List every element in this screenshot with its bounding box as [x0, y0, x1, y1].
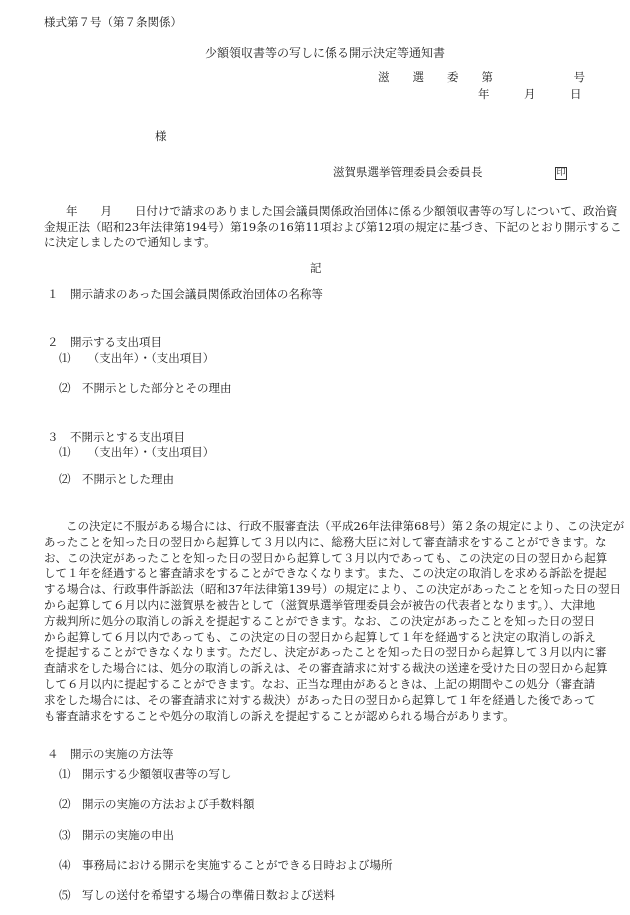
seal-mark: 印: [556, 168, 566, 178]
form-number: 様式第７号（第７条関係）: [44, 15, 182, 29]
section4-heading: ４ 開示の実施の方法等: [47, 747, 174, 761]
notice-line: を提起することができなくなります。ただし、決定があったことを知った日の翌日から起算して３月以内に審: [44, 645, 607, 660]
section2-item: ⑵ 不開示とした部分とその理由: [59, 381, 232, 395]
notice-line: お、この決定があったことを知った日の翌日から起算して３月以内であっても、この決定の日の翌日から起算: [44, 550, 608, 565]
section1-heading: １ 開示請求のあった国会議員関係政治団体の名称等: [47, 287, 323, 301]
notice-line: して６月以内に提起することができます。なお、正当な理由があるときは、上記の期間やこの処分（審査請: [44, 676, 596, 691]
section4-item: ⑶ 開示の実施の申出: [59, 828, 174, 842]
notice-line: する場合は、行政事件訴訟法（昭和37年法律第139号）の規定により、この決定があったことを知った日の翌日: [44, 582, 621, 597]
section3-item: ⑵ 不開示とした理由: [59, 472, 174, 486]
document-title: 少額領収書等の写しに係る開示決定等通知書: [205, 46, 446, 60]
intro-line: 年 月 日付けで請求のありました国会議員関係政治団体に係る少額領収書等の写しについて、政治資: [66, 204, 618, 218]
notice-line: して１年を経過すると審査請求をすることができなくなります。また、この決定の取消しを求める訴訟を提起: [44, 566, 607, 581]
document-number: 滋 選 委 第 号: [378, 70, 585, 84]
section3-item: ⑴ （支出年）・（支出項目）: [59, 445, 215, 459]
section4-item: ⑴ 開示する少額領収書等の写し: [59, 767, 232, 781]
intro-paragraph: [44, 204, 622, 251]
section4-item: ⑸ 写しの送付を希望する場合の準備日数および送料: [59, 888, 335, 902]
intro-line: 金規正法（昭和23年法律第194号）第19条の16第11項および第12項の規定に基づき、下記のとおり開示するこ: [44, 219, 622, 234]
section3-heading: ３ 不開示とする支出項目: [47, 430, 185, 444]
ki-heading: 記: [310, 261, 322, 275]
appeal-notice-paragraph: [44, 519, 625, 724]
section2-item: ⑴ （支出年）・（支出項目）: [59, 351, 215, 365]
notice-line: 方裁判所に処分の取消しの訴えを提起することができます。なお、この決定があったことを知った日の翌日: [44, 613, 595, 628]
document-date: 年 月 日: [478, 87, 582, 101]
notice-line: あったことを知った日の翌日から起算して３月以内に、総務大臣に対して審査請求をすることができます。な: [44, 534, 607, 549]
sender-name: 滋賀県選挙管理委員会委員長: [333, 165, 483, 179]
intro-line: に決定しましたので通知します。: [44, 235, 216, 249]
addressee-suffix: 様: [155, 129, 167, 143]
notice-line: 査請求をした場合には、処分の取消しの訴えは、その審査請求に対する裁決の送達を受けた日の翌日から起算: [44, 661, 608, 676]
notice-line: から起算して６月以内であっても、この決定の日の翌日から起算して１年を経過すると決定の取消しの訴え: [44, 629, 596, 644]
section4-item: ⑵ 開示の実施の方法および手数料額: [59, 797, 255, 811]
section4-item: ⑷ 事務局における開示を実施することができる日時および場所: [59, 858, 393, 872]
notice-line: この決定に不服がある場合には、行政不服審査法（平成26年法律第68号）第２条の規定により、この決定が: [66, 519, 625, 533]
notice-line: から起算して６月以内に滋賀県を被告として（滋賀県選挙管理委員会が被告の代表者となります。）、大津地: [44, 597, 596, 612]
notice-line: も審査請求をすることや処分の取消しの訴えを提起することが認められる場合があります。: [44, 708, 515, 723]
section2-heading: ２ 開示する支出項目: [47, 335, 162, 349]
notice-line: 求をした場合には、その審査請求に対する裁決）があった日の翌日から起算して１年を経過した後であって: [44, 692, 596, 707]
